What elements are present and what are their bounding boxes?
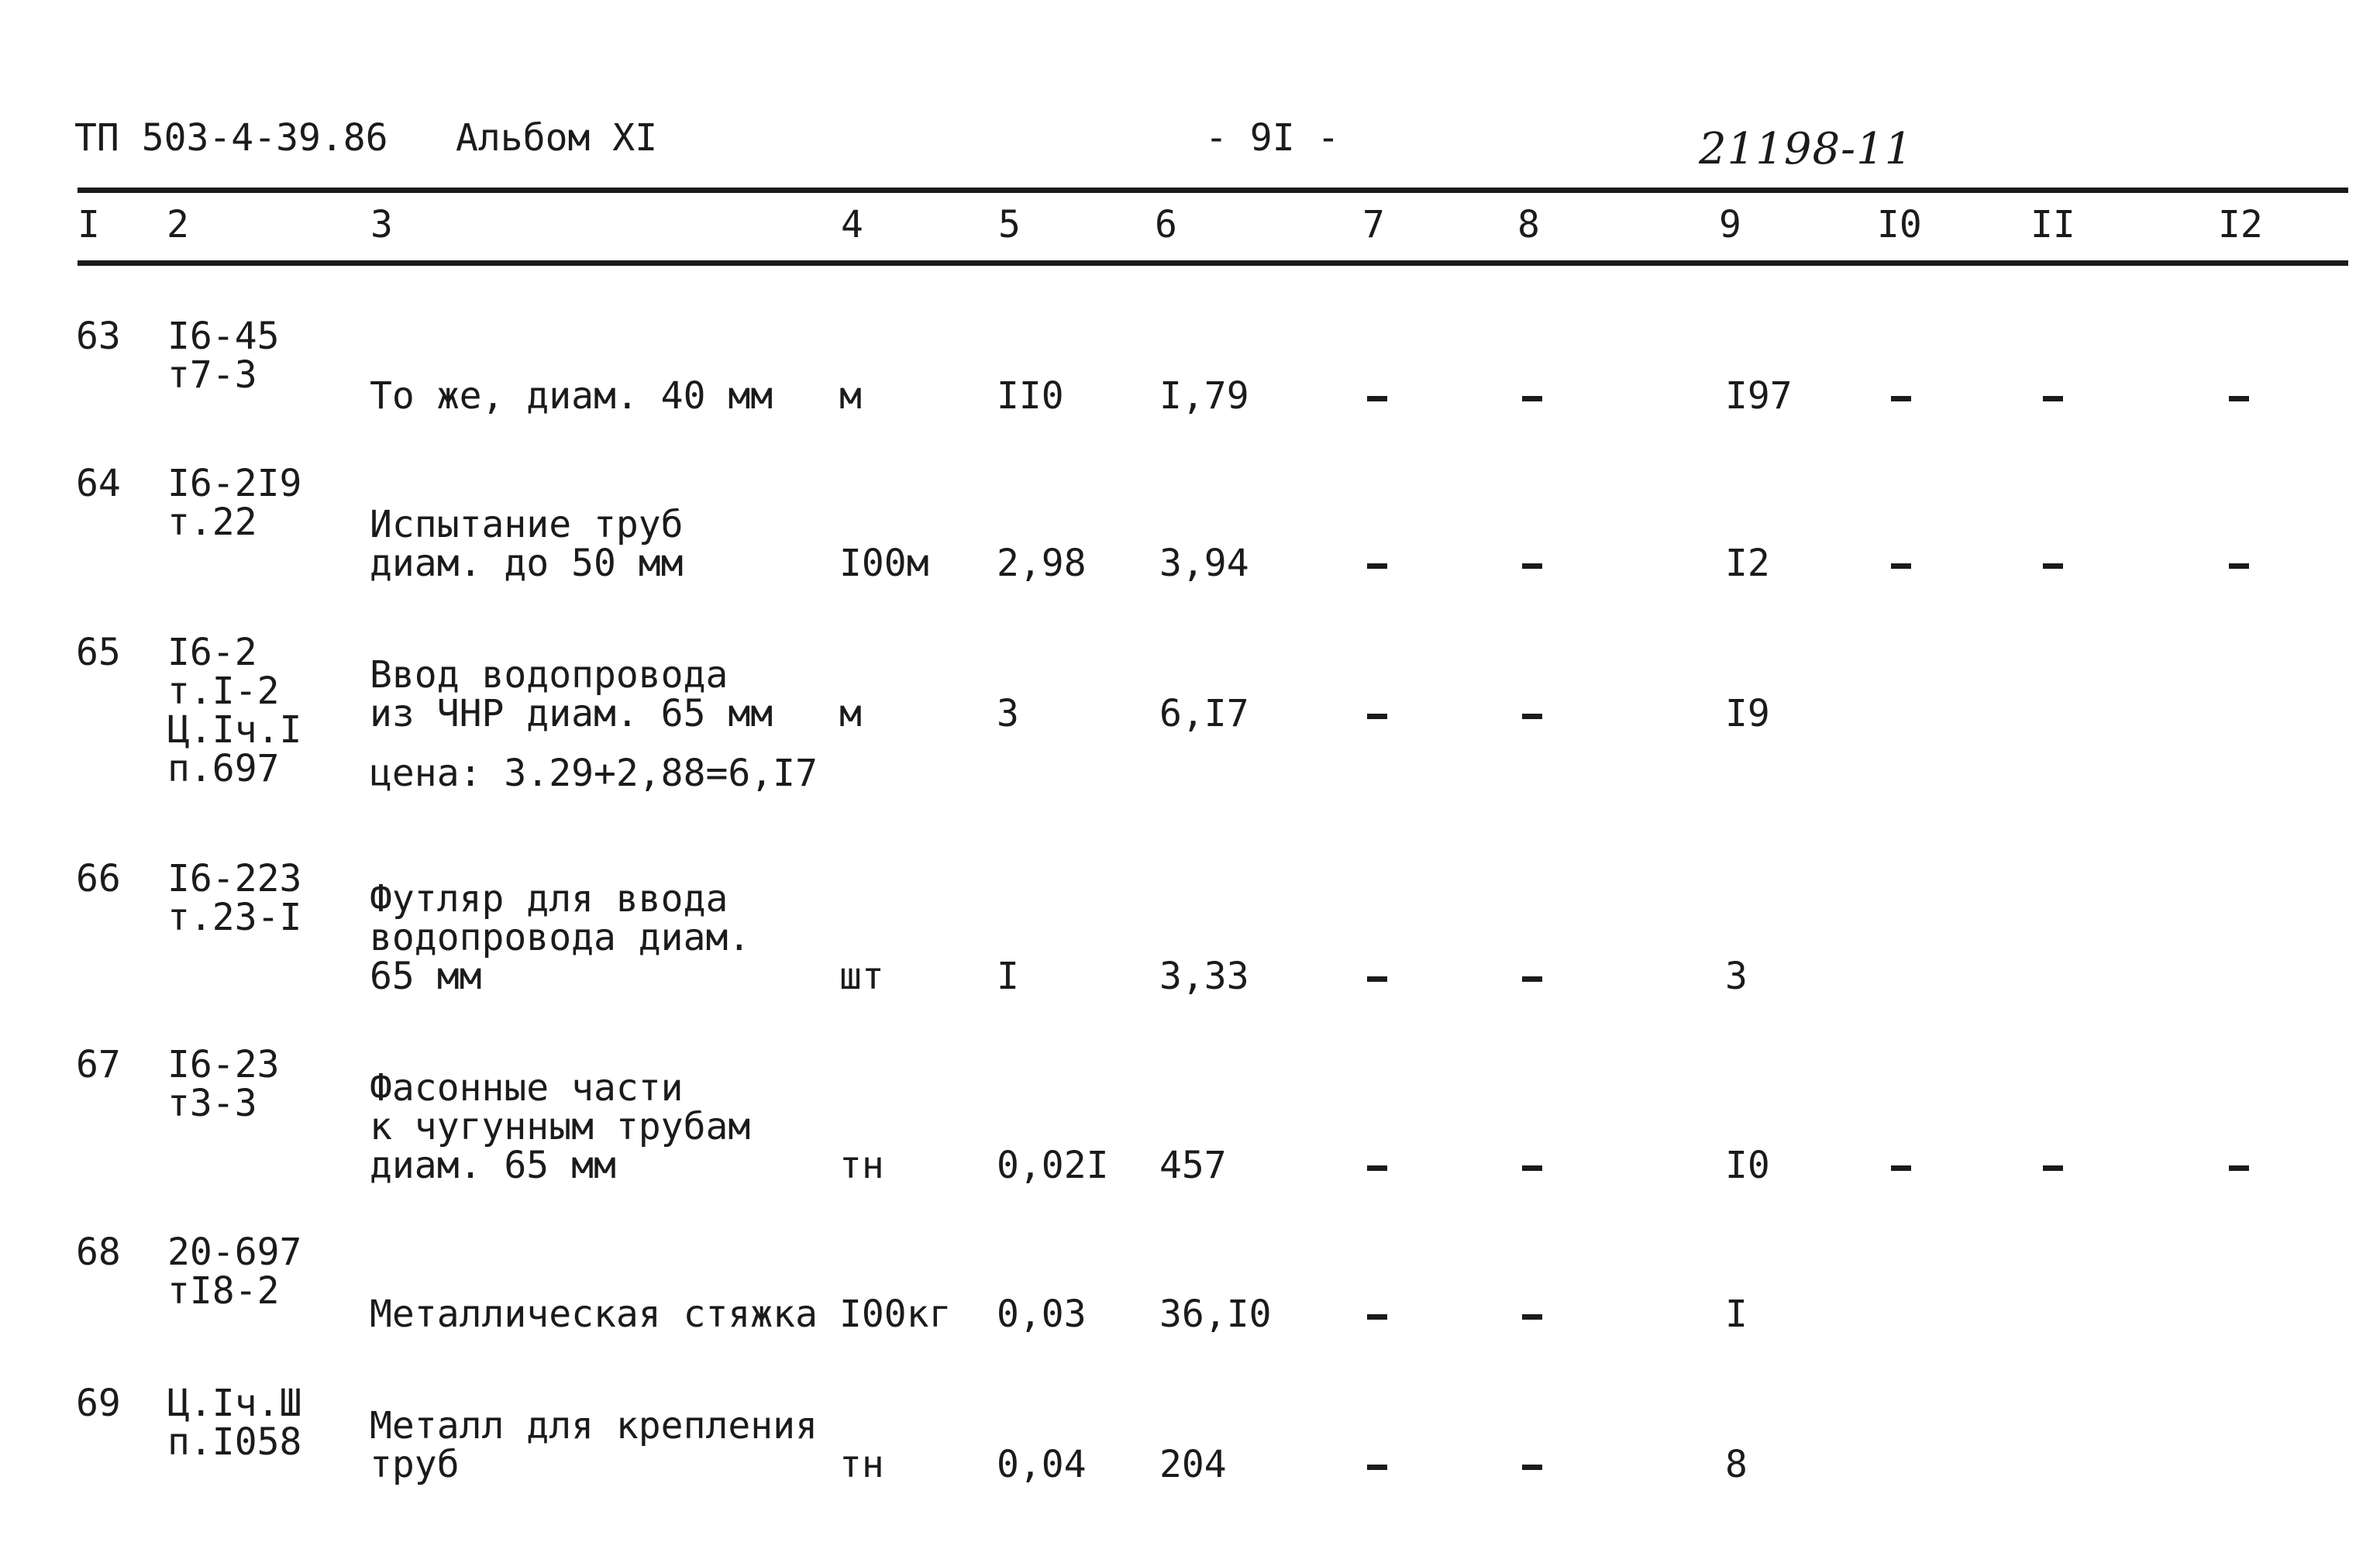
column-number: I	[77, 203, 100, 246]
quantity: II0	[997, 374, 1064, 418]
row-number: 69	[76, 1382, 121, 1425]
unit-price: 6,I7	[1159, 692, 1249, 735]
dash-mark-c8	[1522, 714, 1542, 719]
unit: м	[839, 374, 862, 418]
work-description: труб	[370, 1443, 460, 1486]
quantity: 0,04	[997, 1443, 1087, 1486]
row-number: 65	[76, 631, 121, 674]
dash-mark-c12	[2229, 563, 2249, 569]
total-cost: I0	[1725, 1144, 1770, 1187]
dash-mark-c7	[1367, 1165, 1387, 1171]
total-cost: I9	[1725, 692, 1770, 735]
dash-mark-c7	[1367, 1465, 1387, 1470]
column-number: 3	[370, 203, 393, 246]
work-description: Фасонные части	[370, 1066, 684, 1110]
row-number: 66	[76, 857, 121, 900]
dash-mark-c10	[1891, 563, 1911, 569]
work-description: Ввод водопровода	[370, 653, 728, 697]
header-bottom-rule	[77, 260, 2348, 266]
top-rule	[77, 188, 2348, 193]
norm-code: т7-3	[167, 353, 257, 397]
unit-price: 457	[1159, 1144, 1227, 1187]
dash-mark-c12	[2229, 396, 2249, 401]
row-number: 67	[76, 1043, 121, 1086]
work-description: диам. до 50 мм	[370, 542, 684, 585]
dash-mark-c7	[1367, 563, 1387, 569]
unit-price: I,79	[1159, 374, 1249, 418]
column-number: 9	[1719, 203, 1741, 246]
album-label: Альбом XI	[456, 116, 658, 160]
quantity: 2,98	[997, 542, 1087, 585]
work-description: Испытание труб	[370, 503, 684, 546]
dash-mark-c8	[1522, 1165, 1542, 1171]
work-description: То же, диам. 40 мм	[370, 374, 773, 418]
quantity: 3	[997, 692, 1019, 735]
norm-code: I6-45	[167, 315, 280, 358]
unit-price: 204	[1159, 1443, 1227, 1486]
work-description: к чугунным трубам	[370, 1105, 751, 1148]
column-number: II	[2030, 203, 2075, 246]
dash-mark-c12	[2229, 1165, 2249, 1171]
dash-mark-c10	[1891, 396, 1911, 401]
column-number: 2	[167, 203, 189, 246]
work-description: 65 мм	[370, 955, 482, 998]
dash-mark-c8	[1522, 1314, 1542, 1320]
dash-mark-c8	[1522, 396, 1542, 401]
norm-code: 20-697	[167, 1231, 302, 1274]
column-number: 5	[998, 203, 1021, 246]
column-number: I0	[1877, 203, 1922, 246]
total-cost: 8	[1725, 1443, 1748, 1486]
norm-code: I6-2	[167, 631, 257, 674]
row-number: 68	[76, 1231, 121, 1274]
document-code: ТП 503-4-39.86	[74, 116, 388, 160]
norm-code: Ц.Iч.I	[167, 708, 302, 752]
norm-code: т.23-I	[167, 896, 302, 939]
norm-code: п.697	[167, 747, 280, 790]
dash-mark-c11	[2043, 1165, 2063, 1171]
dash-mark-c8	[1522, 976, 1542, 982]
quantity: 0,03	[997, 1293, 1087, 1336]
column-number: 4	[841, 203, 863, 246]
norm-code: I6-2I9	[167, 462, 302, 505]
norm-code: т3-3	[167, 1082, 257, 1125]
unit: шт	[839, 955, 884, 998]
dash-mark-c8	[1522, 563, 1542, 569]
work-description: Металл для крепления	[370, 1404, 818, 1448]
unit: I00кг	[839, 1293, 952, 1336]
unit-price: 3,94	[1159, 542, 1249, 585]
norm-code: тI8-2	[167, 1269, 280, 1313]
unit: тн	[839, 1443, 884, 1486]
norm-code: I6-23	[167, 1043, 280, 1086]
norm-code: п.I058	[167, 1420, 302, 1464]
work-description: Футляр для ввода	[370, 877, 728, 921]
row-number: 64	[76, 462, 121, 505]
column-number: 6	[1155, 203, 1177, 246]
unit: тн	[839, 1144, 884, 1187]
dash-mark-c10	[1891, 1165, 1911, 1171]
total-cost: I97	[1725, 374, 1793, 418]
work-description: водопровода диам.	[370, 916, 751, 959]
column-number: I2	[2218, 203, 2263, 246]
dash-mark-c11	[2043, 396, 2063, 401]
total-cost: I2	[1725, 542, 1770, 585]
page-number: - 9I -	[1205, 116, 1340, 160]
unit-price: 3,33	[1159, 955, 1249, 998]
dash-mark-c7	[1367, 396, 1387, 401]
price-note: цена: 3.29+2,88=6,I7	[370, 752, 818, 795]
norm-code: I6-223	[167, 857, 302, 900]
norm-code: Ц.Iч.Ш	[167, 1382, 302, 1425]
dash-mark-c11	[2043, 563, 2063, 569]
unit: м	[839, 692, 862, 735]
column-number: 8	[1517, 203, 1540, 246]
work-description: из ЧНР диам. 65 мм	[370, 692, 773, 735]
handwritten-code: 21198-11	[1699, 124, 1913, 174]
work-description: Металлическая стяжка	[370, 1293, 818, 1336]
quantity: I	[997, 955, 1019, 998]
dash-mark-c7	[1367, 976, 1387, 982]
dash-mark-c7	[1367, 1314, 1387, 1320]
work-description: диам. 65 мм	[370, 1144, 616, 1187]
quantity: 0,02I	[997, 1144, 1109, 1187]
norm-code: т.22	[167, 501, 257, 544]
total-cost: I	[1725, 1293, 1748, 1336]
unit: I00м	[839, 542, 929, 585]
total-cost: 3	[1725, 955, 1748, 998]
dash-mark-c7	[1367, 714, 1387, 719]
norm-code: т.I-2	[167, 670, 280, 713]
dash-mark-c8	[1522, 1465, 1542, 1470]
unit-price: 36,I0	[1159, 1293, 1272, 1336]
column-number: 7	[1362, 203, 1385, 246]
row-number: 63	[76, 315, 121, 358]
